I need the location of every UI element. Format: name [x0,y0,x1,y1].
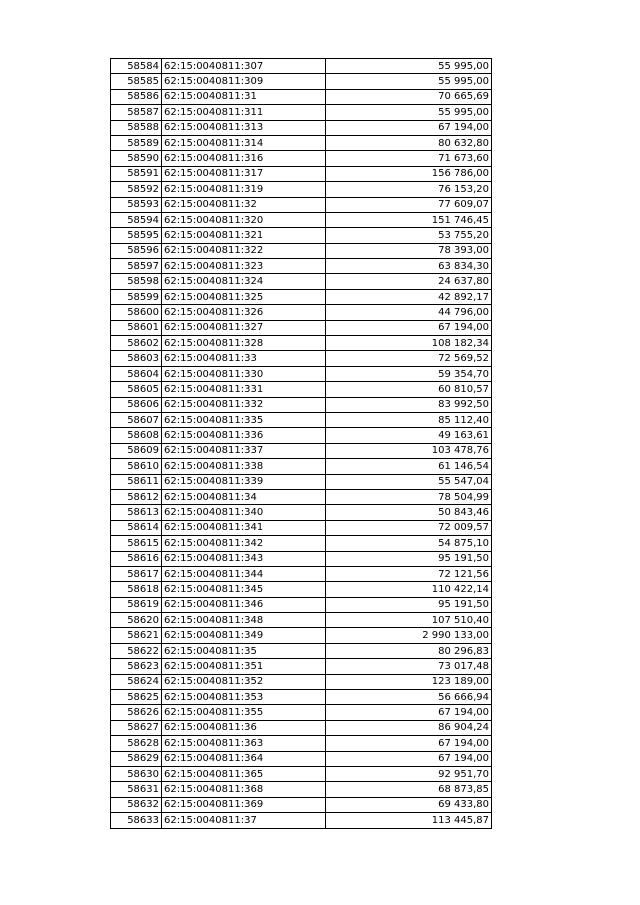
cadastral-number-cell: 62:15:0040811:317 [162,166,326,181]
cadastral-number-cell: 62:15:0040811:309 [162,74,326,89]
table-row [111,690,492,705]
cadastral-number-cell: 62:15:0040811:31 [162,89,326,104]
cadastral-value-cell: 151 746,45 [326,212,492,227]
table-row [111,566,492,581]
table-row [111,397,492,412]
row-number-cell: 58588 [111,120,162,135]
row-number-cell: 58625 [111,690,162,705]
table-row [111,705,492,720]
cadastral-value-cell: 73 017,48 [326,659,492,674]
row-number-cell: 58598 [111,274,162,289]
cadastral-number-cell: 62:15:0040811:344 [162,566,326,581]
row-number-cell: 58610 [111,459,162,474]
table-row [111,212,492,227]
cadastral-number-cell: 62:15:0040811:339 [162,474,326,489]
table-row [111,336,492,351]
cadastral-number-cell: 62:15:0040811:35 [162,643,326,658]
cadastral-number-cell: 62:15:0040811:325 [162,289,326,304]
row-number-cell: 58615 [111,536,162,551]
row-number-cell: 58601 [111,320,162,335]
row-number-cell: 58589 [111,135,162,150]
cadastral-value-cell: 78 504,99 [326,489,492,504]
row-number-cell: 58614 [111,520,162,535]
cadastral-number-cell: 62:15:0040811:338 [162,459,326,474]
table-row [111,59,492,74]
cadastral-value-cell: 67 194,00 [326,320,492,335]
cadastral-value-cell: 113 445,87 [326,813,492,828]
row-number-cell: 58609 [111,443,162,458]
cadastral-number-cell: 62:15:0040811:330 [162,366,326,381]
row-number-cell: 58613 [111,505,162,520]
cadastral-value-cell: 72 121,56 [326,566,492,581]
table-row [111,120,492,135]
row-number-cell: 58605 [111,382,162,397]
cadastral-number-cell: 62:15:0040811:34 [162,489,326,504]
cadastral-number-cell: 62:15:0040811:352 [162,674,326,689]
cadastral-value-cell: 59 354,70 [326,366,492,381]
cadastral-value-cell: 67 194,00 [326,120,492,135]
row-number-cell: 58626 [111,705,162,720]
table-row [111,182,492,197]
table-row [111,135,492,150]
cadastral-number-cell: 62:15:0040811:345 [162,582,326,597]
row-number-cell: 58607 [111,412,162,427]
row-number-cell: 58629 [111,751,162,766]
row-number-cell: 58611 [111,474,162,489]
row-number-cell: 58631 [111,782,162,797]
cadastral-value-cell: 44 796,00 [326,305,492,320]
cadastral-number-cell: 62:15:0040811:351 [162,659,326,674]
cadastral-value-cell: 80 632,80 [326,135,492,150]
cadastral-number-cell: 62:15:0040811:337 [162,443,326,458]
cadastral-number-cell: 62:15:0040811:322 [162,243,326,258]
row-number-cell: 58619 [111,597,162,612]
cadastral-value-cell: 86 904,24 [326,720,492,735]
cadastral-value-cell: 55 995,00 [326,74,492,89]
cadastral-value-cell: 72 569,52 [326,351,492,366]
row-number-cell: 58623 [111,659,162,674]
table-row [111,813,492,828]
row-number-cell: 58603 [111,351,162,366]
table-row [111,412,492,427]
table-row [111,751,492,766]
cadastral-number-cell: 62:15:0040811:348 [162,613,326,628]
row-number-cell: 58599 [111,289,162,304]
table-row [111,428,492,443]
cadastral-number-cell: 62:15:0040811:331 [162,382,326,397]
cadastral-value-cell: 54 875,10 [326,536,492,551]
table-row [111,613,492,628]
cadastral-number-cell: 62:15:0040811:319 [162,182,326,197]
cadastral-number-cell: 62:15:0040811:323 [162,259,326,274]
table-row [111,766,492,781]
cadastral-number-cell: 62:15:0040811:369 [162,797,326,812]
row-number-cell: 58608 [111,428,162,443]
cadastral-number-cell: 62:15:0040811:343 [162,551,326,566]
row-number-cell: 58628 [111,736,162,751]
table-row [111,720,492,735]
cadastral-value-cell: 70 665,69 [326,89,492,104]
row-number-cell: 58586 [111,89,162,104]
table-row [111,505,492,520]
cadastral-number-cell: 62:15:0040811:363 [162,736,326,751]
cadastral-value-cell: 67 194,00 [326,751,492,766]
row-number-cell: 58630 [111,766,162,781]
cadastral-value-table [110,58,492,829]
row-number-cell: 58616 [111,551,162,566]
table-row [111,243,492,258]
cadastral-value-cell: 67 194,00 [326,705,492,720]
table-row [111,659,492,674]
row-number-cell: 58632 [111,797,162,812]
row-number-cell: 58596 [111,243,162,258]
table-row [111,197,492,212]
cadastral-number-cell: 62:15:0040811:316 [162,151,326,166]
row-number-cell: 58627 [111,720,162,735]
row-number-cell: 58584 [111,59,162,74]
cadastral-number-cell: 62:15:0040811:355 [162,705,326,720]
cadastral-number-cell: 62:15:0040811:36 [162,720,326,735]
cadastral-value-cell: 24 637,80 [326,274,492,289]
table-row [111,551,492,566]
cadastral-value-cell: 67 194,00 [326,736,492,751]
cadastral-value-cell: 61 146,54 [326,459,492,474]
cadastral-number-cell: 62:15:0040811:321 [162,228,326,243]
cadastral-value-cell: 77 609,07 [326,197,492,212]
cadastral-number-cell: 62:15:0040811:326 [162,305,326,320]
cadastral-number-cell: 62:15:0040811:324 [162,274,326,289]
row-number-cell: 58612 [111,489,162,504]
cadastral-value-cell: 60 810,57 [326,382,492,397]
table-row [111,151,492,166]
cadastral-value-cell: 103 478,76 [326,443,492,458]
table-row [111,259,492,274]
cadastral-number-cell: 62:15:0040811:353 [162,690,326,705]
cadastral-value-cell: 49 163,61 [326,428,492,443]
cadastral-value-cell: 92 951,70 [326,766,492,781]
cadastral-value-cell: 63 834,30 [326,259,492,274]
row-number-cell: 58620 [111,613,162,628]
cadastral-number-cell: 62:15:0040811:342 [162,536,326,551]
cadastral-value-cell: 80 296,83 [326,643,492,658]
row-number-cell: 58590 [111,151,162,166]
cadastral-number-cell: 62:15:0040811:335 [162,412,326,427]
row-number-cell: 58593 [111,197,162,212]
cadastral-number-cell: 62:15:0040811:365 [162,766,326,781]
table-row [111,674,492,689]
row-number-cell: 58591 [111,166,162,181]
cadastral-number-cell: 62:15:0040811:332 [162,397,326,412]
cadastral-value-cell: 110 422,14 [326,582,492,597]
table-row [111,289,492,304]
table-row [111,582,492,597]
table-row [111,166,492,181]
cadastral-value-cell: 107 510,40 [326,613,492,628]
table-row [111,489,492,504]
row-number-cell: 58622 [111,643,162,658]
table-row [111,105,492,120]
table-row [111,628,492,643]
cadastral-value-cell: 85 112,40 [326,412,492,427]
cadastral-number-cell: 62:15:0040811:32 [162,197,326,212]
cadastral-value-cell: 95 191,50 [326,551,492,566]
cadastral-number-cell: 62:15:0040811:314 [162,135,326,150]
table-row [111,520,492,535]
table-row [111,443,492,458]
table-row [111,366,492,381]
table-row [111,228,492,243]
row-number-cell: 58606 [111,397,162,412]
cadastral-value-cell: 71 673,60 [326,151,492,166]
row-number-cell: 58592 [111,182,162,197]
row-number-cell: 58602 [111,336,162,351]
row-number-cell: 58633 [111,813,162,828]
cadastral-number-cell: 62:15:0040811:340 [162,505,326,520]
table-row [111,536,492,551]
cadastral-number-cell: 62:15:0040811:328 [162,336,326,351]
cadastral-number-cell: 62:15:0040811:307 [162,59,326,74]
table-row [111,797,492,812]
row-number-cell: 58595 [111,228,162,243]
table-row [111,736,492,751]
cadastral-value-cell: 55 995,00 [326,59,492,74]
table-row [111,459,492,474]
table-row [111,474,492,489]
cadastral-value-cell: 68 873,85 [326,782,492,797]
cadastral-number-cell: 62:15:0040811:311 [162,105,326,120]
cadastral-number-cell: 62:15:0040811:349 [162,628,326,643]
cadastral-value-cell: 78 393,00 [326,243,492,258]
table-row [111,782,492,797]
cadastral-value-cell: 55 547,04 [326,474,492,489]
cadastral-number-cell: 62:15:0040811:346 [162,597,326,612]
cadastral-value-cell: 76 153,20 [326,182,492,197]
cadastral-value-cell: 56 666,94 [326,690,492,705]
cadastral-number-cell: 62:15:0040811:336 [162,428,326,443]
cadastral-value-cell: 156 786,00 [326,166,492,181]
cadastral-value-cell: 72 009,57 [326,520,492,535]
table-row [111,382,492,397]
row-number-cell: 58618 [111,582,162,597]
row-number-cell: 58587 [111,105,162,120]
cadastral-value-cell: 2 990 133,00 [326,628,492,643]
cadastral-value-cell: 108 182,34 [326,336,492,351]
cadastral-value-cell: 42 892,17 [326,289,492,304]
table-row [111,274,492,289]
cadastral-value-cell: 123 189,00 [326,674,492,689]
cadastral-value-cell: 50 843,46 [326,505,492,520]
table-body [111,59,492,829]
cadastral-number-cell: 62:15:0040811:364 [162,751,326,766]
table-row [111,89,492,104]
table-row [111,74,492,89]
row-number-cell: 58624 [111,674,162,689]
cadastral-number-cell: 62:15:0040811:33 [162,351,326,366]
table-row [111,320,492,335]
row-number-cell: 58621 [111,628,162,643]
row-number-cell: 58600 [111,305,162,320]
table-row [111,351,492,366]
table-row [111,305,492,320]
cadastral-number-cell: 62:15:0040811:313 [162,120,326,135]
row-number-cell: 58585 [111,74,162,89]
cadastral-number-cell: 62:15:0040811:320 [162,212,326,227]
table-row [111,597,492,612]
row-number-cell: 58604 [111,366,162,381]
cadastral-value-cell: 69 433,80 [326,797,492,812]
table-row [111,643,492,658]
cadastral-number-cell: 62:15:0040811:341 [162,520,326,535]
row-number-cell: 58597 [111,259,162,274]
cadastral-value-cell: 53 755,20 [326,228,492,243]
cadastral-number-cell: 62:15:0040811:327 [162,320,326,335]
row-number-cell: 58617 [111,566,162,581]
cadastral-value-cell: 95 191,50 [326,597,492,612]
cadastral-number-cell: 62:15:0040811:37 [162,813,326,828]
cadastral-number-cell: 62:15:0040811:368 [162,782,326,797]
row-number-cell: 58594 [111,212,162,227]
cadastral-value-cell: 55 995,00 [326,105,492,120]
cadastral-value-cell: 83 992,50 [326,397,492,412]
